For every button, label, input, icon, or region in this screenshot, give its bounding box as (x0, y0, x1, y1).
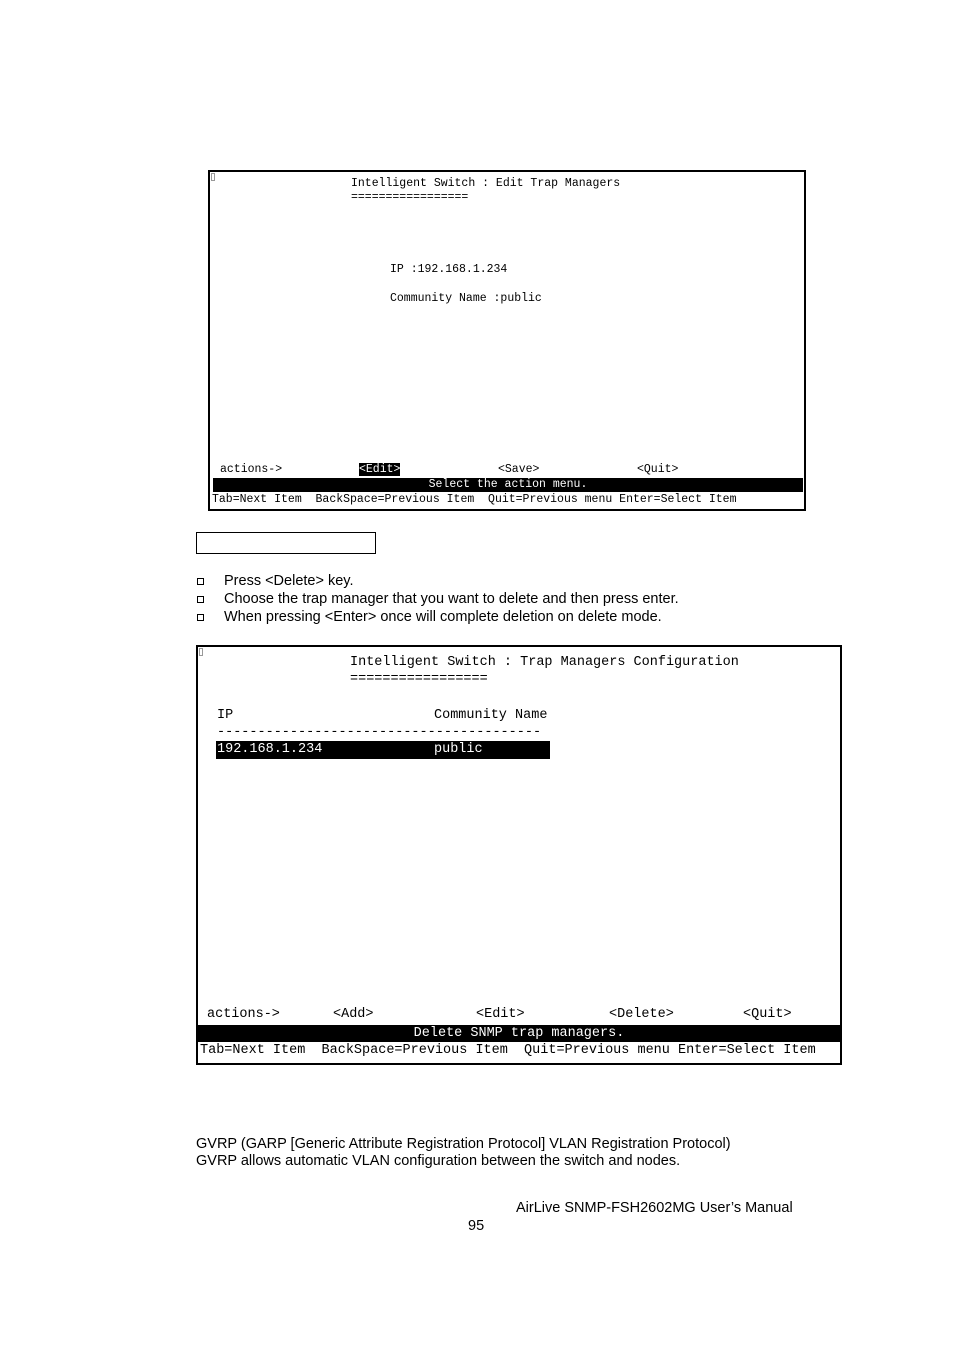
instruction-item: When pressing <Enter> once will complete deletion on delete mode. (224, 609, 662, 625)
terminal-cursor (211, 173, 215, 181)
ip-label: IP : (390, 263, 418, 276)
column-header-ip: IP (217, 708, 234, 723)
community-label: Community Name : (390, 292, 501, 305)
delete-action[interactable]: <Delete> (609, 1007, 674, 1022)
row-ip: 192.168.1.234 (217, 742, 323, 757)
help-line: Tab=Next Item BackSpace=Previous Item Quit=Previous menu Enter=Select Item (200, 1043, 816, 1058)
community-row (390, 292, 542, 305)
edit-action[interactable]: <Edit> (359, 463, 401, 476)
edit-action[interactable]: <Edit> (476, 1007, 525, 1022)
instruction-item: Choose the trap manager that you want to delete and then press enter. (224, 591, 679, 607)
checkbox-bullet-icon (197, 614, 204, 621)
gvrp-description: GVRP allows automatic VLAN configuration between the switch and nodes. (196, 1153, 681, 1169)
save-action[interactable]: <Save> (498, 463, 540, 476)
checkbox-bullet-icon (197, 596, 204, 603)
actions-label: actions-> (207, 1007, 280, 1022)
edit-trap-managers-screen (208, 170, 806, 511)
title-underline: ================= (350, 672, 488, 687)
help-line: Tab=Next Item BackSpace=Previous Item Quit=Previous menu Enter=Select Item (212, 493, 737, 506)
quit-action[interactable]: <Quit> (743, 1007, 792, 1022)
column-header-community: Community Name (434, 708, 548, 723)
status-bar: Select the action menu. (213, 478, 803, 492)
ip-row (390, 263, 507, 276)
row-community: public (434, 742, 483, 757)
instruction-item: Press <Delete> key. (224, 573, 354, 589)
page-number: 95 (468, 1218, 485, 1234)
header-rule: ---------------------------------------- (217, 725, 542, 740)
screen-title: Intelligent Switch : Edit Trap Managers (351, 177, 621, 190)
community-value-field[interactable]: public (500, 292, 542, 305)
title-underline: ================= (351, 191, 469, 204)
table-row[interactable] (216, 741, 550, 759)
add-action[interactable]: <Add> (333, 1007, 374, 1022)
terminal-cursor (199, 648, 203, 656)
actions-label: actions-> (220, 463, 283, 476)
manual-title: AirLive SNMP-FSH2602MG User’s Manual (516, 1200, 793, 1216)
quit-action[interactable]: <Quit> (637, 463, 679, 476)
checkbox-bullet-icon (197, 578, 204, 585)
status-bar: Delete SNMP trap managers. (198, 1025, 840, 1042)
gvrp-heading: GVRP (GARP [Generic Attribute Registration Protocol] VLAN Registration Protocol) (196, 1136, 731, 1152)
screen-title: Intelligent Switch : Trap Managers Configuration (350, 655, 739, 670)
trap-managers-config-screen (196, 645, 842, 1065)
caption-box (196, 532, 376, 554)
ip-value-field[interactable]: 192.168.1.234 (417, 263, 508, 276)
